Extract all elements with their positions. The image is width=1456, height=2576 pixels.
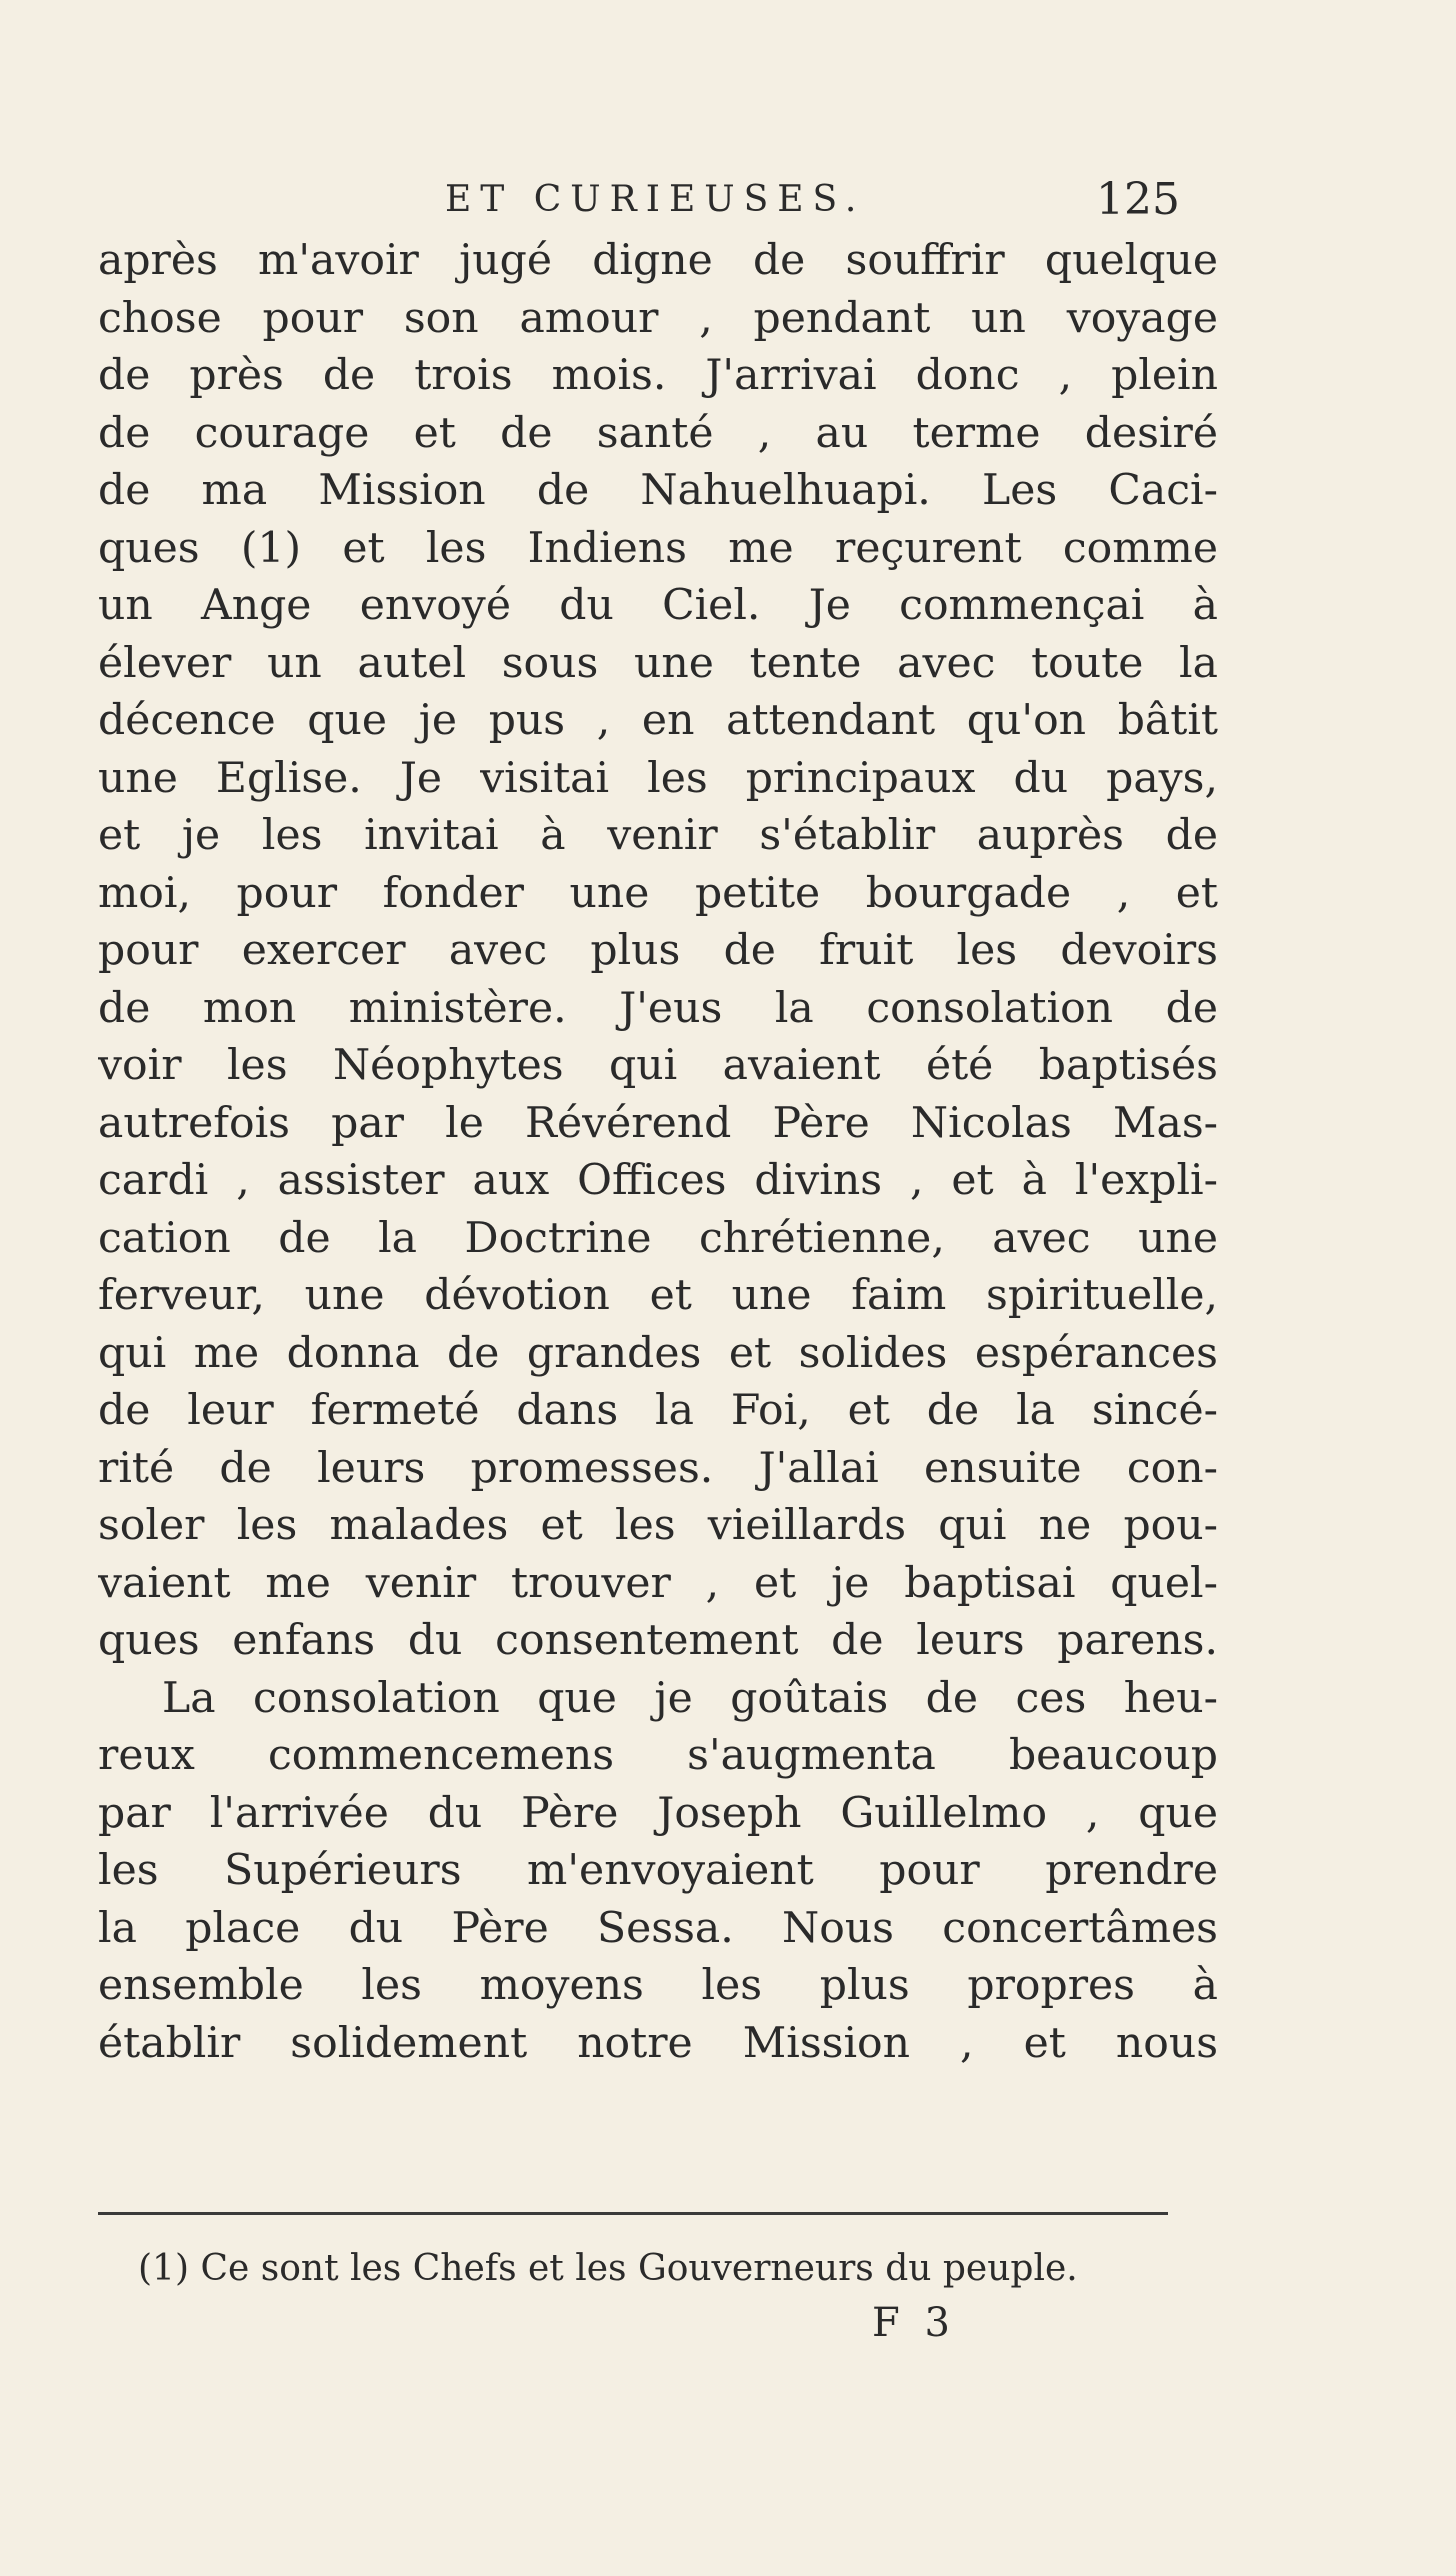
text-line: et je les invitai à venir s'établir auprès de <box>98 811 1218 860</box>
text-line: après m'avoir jugé digne de souffrir quelque <box>98 236 1218 285</box>
page-number: 125 <box>1096 174 1180 225</box>
text-line: par l'arrivée du Père Joseph Guillelmo , que <box>98 1788 1218 1838</box>
text-line: ensemble les moyens les plus propres à <box>98 1961 1218 2010</box>
text-line: un Ange envoyé du Ciel. Je commençai à <box>98 581 1218 630</box>
text-line: ques enfans du consentement de leurs parens. <box>98 1616 1218 1665</box>
text-line: vaient me venir trouver , et je baptisai quel- <box>98 1558 1218 1608</box>
text-line: soler les malades et les vieillards qui ne pou- <box>98 1501 1218 1550</box>
text-line: ques (1) et les Indiens me reçurent comme <box>98 523 1218 573</box>
text-line: autrefois par le Révérend Père Nicolas Mas- <box>98 1098 1218 1148</box>
text-line: chose pour son amour , pendant un voyage <box>98 293 1218 343</box>
text-line: reux commencemens s'augmenta beaucoup <box>98 1731 1218 1780</box>
text-line: voir les Néophytes qui avaient été baptisés <box>98 1041 1218 1090</box>
text-line: décence que je pus , en attendant qu'on bâtit <box>98 696 1218 745</box>
running-title: ET CURIEUSES. <box>445 179 866 220</box>
text-line: de près de trois mois. J'arrivai donc , plein <box>98 351 1218 400</box>
text-line: établir solidement notre Mission , et nous <box>98 2018 1218 2068</box>
text-line: qui me donna de grandes et solides espérances <box>98 1328 1218 1378</box>
text-line: cation de la Doctrine chrétienne, avec une <box>98 1213 1218 1263</box>
text-line: les Supérieurs m'envoyaient pour prendre <box>98 1846 1218 1895</box>
footnote-rule <box>98 2212 1168 2215</box>
text-line: élever un autel sous une tente avec toute la <box>98 638 1218 688</box>
text-line: de ma Mission de Nahuelhuapi. Les Caci- <box>98 466 1218 515</box>
text-line: cardi , assister aux Offices divins , et à l'expli- <box>98 1156 1218 1205</box>
text-line: moi, pour fonder une petite bourgade , et <box>98 868 1218 918</box>
text-line: la place du Père Sessa. Nous concertâmes <box>98 1903 1218 1953</box>
text-line: rité de leurs promesses. J'allai ensuite con- <box>98 1443 1218 1493</box>
text-line: de mon ministère. J'eus la consolation de <box>98 983 1218 1033</box>
body-text <box>98 232 1218 2072</box>
text-line: ferveur, une dévotion et une faim spirituelle, <box>98 1271 1218 1320</box>
text-line: La consolation que je goûtais de ces heu- <box>162 1673 1218 1723</box>
signature-mark: F 3 <box>872 2300 956 2346</box>
text-line: pour exercer avec plus de fruit les devoirs <box>98 926 1218 975</box>
footnote: (1) Ce sont les Chefs et les Gouverneurs du peuple. <box>138 2248 1078 2289</box>
text-line: de courage et de santé , au terme desiré <box>98 408 1218 458</box>
text-line: une Eglise. Je visitai les principaux du pays, <box>98 753 1218 803</box>
page-header <box>400 170 1180 230</box>
text-line: de leur fermeté dans la Foi, et de la sincé- <box>98 1386 1218 1435</box>
